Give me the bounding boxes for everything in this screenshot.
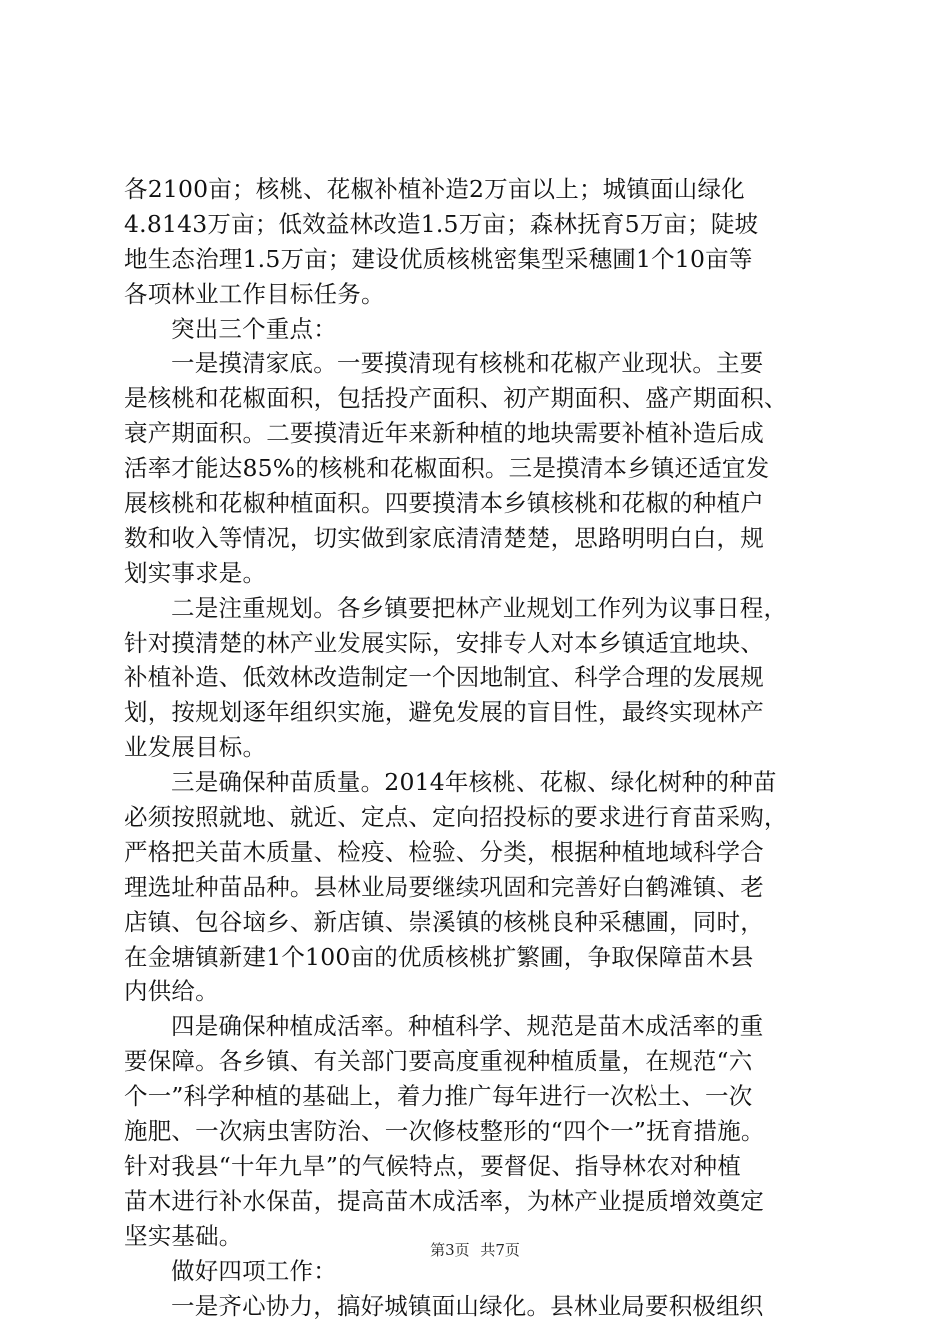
text-line: 业发展目标。 [124,733,267,762]
text-line: 必须按照就地、就近、定点、定向招投标的要求进行育苗采购， [124,803,788,832]
text-line: 各2100亩；核桃、花椒补植补造2万亩以上；城镇面山绿化 [124,175,745,203]
text-line: 做好四项工作： [171,1256,337,1285]
text-line: 各项林业工作目标任务。 [124,279,385,308]
text-line: 严格把关苗木质量、检疫、检验、分类，根据种植地域科学合 [124,837,764,866]
text-line: 补植补造、低效林改造制定一个因地制宜、科学合理的发展规 [124,663,764,692]
text-line: 划，按规划逐年组织实施，避免发展的盲目性，最终实现林产 [124,698,764,727]
text-line: 针对摸清楚的林产业发展实际，安排专人对本乡镇适宜地块、 [124,628,764,657]
text-line: 4.8143万亩；低效益林改造1.5万亩；森林抚育5万亩；陡坡 [124,209,759,238]
page-number: 第3页 [430,1241,470,1259]
text-line: 衰产期面积。二要摸清近年来新种植的地块需要补植补造后成 [124,419,764,448]
text-line: 突出三个重点： [171,314,337,343]
text-line: 坚实基础。 [124,1221,243,1250]
text-line: 展核桃和花椒种植面积。四要摸清本乡镇核桃和花椒的种植户 [124,489,764,518]
text-line: 理选址种苗品种。县林业局要继续巩固和完善好白鹤滩镇、老 [124,872,764,901]
text-line: 三是确保种苗质量。2014年核桃、花椒、绿化树种的种苗 [171,768,777,797]
text-line: 施肥、一次病虫害防治、一次修枝整形的“四个一”抚育措施。 [124,1117,765,1146]
text-line: 一是摸清家底。一要摸清现有核桃和花椒产业现状。主要 [171,349,764,378]
text-line: 针对我县“十年九旱”的气候特点，要督促、指导林农对种植 [124,1151,741,1180]
text-line: 活率才能达85%的核桃和花椒面积。三是摸清本乡镇还适宜发 [124,454,770,483]
text-line: 数和收入等情况，切实做到家底清清楚楚，思路明明白白，规 [124,523,764,552]
page-footer [0,1240,950,1260]
text-line: 在金塘镇新建1个100亩的优质核桃扩繁圃，争取保障苗木县 [124,942,754,971]
text-line: 内供给。 [124,977,219,1006]
text-line: 一是齐心协力，搞好城镇面山绿化。县林业局要积极组织 [171,1291,764,1320]
text-line: 是核桃和花椒面积，包括投产面积、初产期面积、盛产期面积、 [124,384,788,413]
text-line: 店镇、包谷垴乡、新店镇、崇溪镇的核桃良种采穗圃，同时， [124,907,764,936]
text-line: 苗木进行补水保苗，提高苗木成活率，为林产业提质增效奠定 [124,1186,764,1215]
total-pages: 共7页 [480,1241,520,1259]
text-line: 二是注重规划。各乡镇要把林产业规划工作列为议事日程， [171,593,788,622]
document-body [124,172,844,1323]
text-line: 四是确保种植成活率。种植科学、规范是苗木成活率的重 [171,1012,764,1041]
text-line: 地生态治理1.5万亩；建设优质核桃密集型采穗圃1个10亩等 [124,244,753,273]
text-line: 个一”科学种植的基础上，着力推广每年进行一次松土、一次 [124,1082,753,1111]
text-line: 要保障。各乡镇、有关部门要高度重视种植质量，在规范“六 [124,1047,753,1076]
text-line: 划实事求是。 [124,558,267,587]
